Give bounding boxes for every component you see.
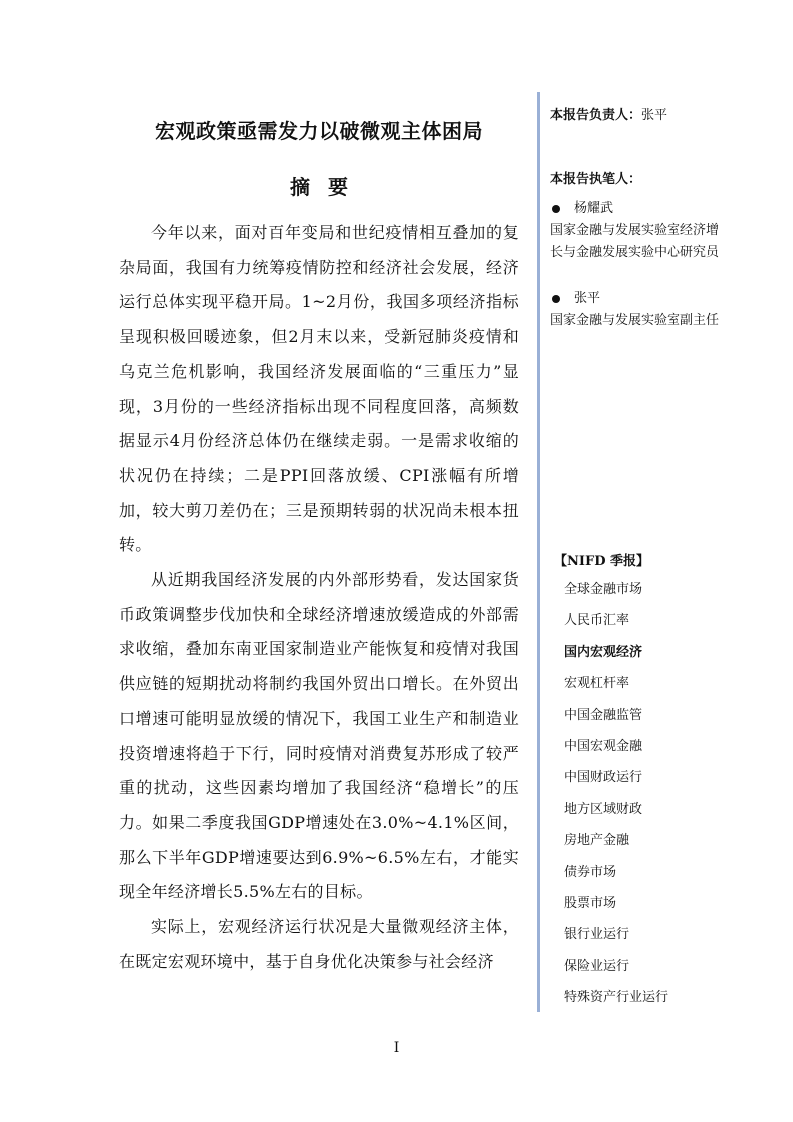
author-affiliation: 国家金融与发展实验室副主任 bbox=[550, 313, 720, 328]
author-affiliation: 国家金融与发展实验室经济增长与金融发展实验中心研究员 bbox=[550, 223, 720, 260]
author-1 bbox=[550, 198, 722, 264]
sidebar bbox=[537, 92, 722, 1012]
report-title: 宏观政策亟需发力以破微观主体困局 bbox=[155, 119, 483, 143]
abstract-body bbox=[119, 216, 519, 979]
series-item[interactable]: 中国金融监管 bbox=[564, 707, 643, 723]
series-item[interactable]: 中国财政运行 bbox=[564, 770, 643, 786]
responsible-row bbox=[550, 104, 722, 123]
author-name: 张平 bbox=[574, 291, 601, 306]
writers-label: 本报告执笔人： bbox=[550, 172, 642, 187]
series-item[interactable]: 保险业运行 bbox=[564, 958, 630, 974]
series-item[interactable]: 股票市场 bbox=[564, 895, 617, 911]
series-item[interactable]: 地方区域财政 bbox=[564, 801, 643, 817]
bullet-icon bbox=[552, 205, 560, 213]
page-number: I bbox=[393, 1040, 400, 1056]
series-item[interactable]: 宏观杠杆率 bbox=[564, 676, 630, 692]
series-item[interactable]: 人民币汇率 bbox=[564, 613, 630, 629]
responsible-label: 本报告负责人： bbox=[550, 108, 642, 123]
author-name: 杨耀武 bbox=[574, 201, 614, 216]
series-item[interactable]: 债券市场 bbox=[564, 864, 617, 880]
series-item[interactable]: 国内宏观经济 bbox=[564, 644, 643, 660]
bullet-icon bbox=[552, 295, 560, 303]
series-item[interactable]: 银行业运行 bbox=[564, 927, 630, 943]
author-2 bbox=[550, 288, 722, 332]
paragraph-2: 从近期我国经济发展的内外部形势看，发达国家货币政策调整步伐加快和全球经济增速放缓造成的外部需求收缩，叠加东南亚国家制造业产能恢复和疫情对我国供应链的短期扰动将制约我国外贸出口增长。在外贸出口增速可能明显放缓的情况下，我国工业生产和制造业投资增速将趋于下行，同时疫情对消费复苏形成了较严重的扰动，这些因素均增加了我国经济“稳增长”的压力。如果二季度我国GDP增速处在3.0%~4.1%区间，那么下半年GDP增速要达到6.9%~6.5%左右，才能实现全年经济增长5.5%左右的目标。 bbox=[119, 570, 519, 902]
series-list bbox=[564, 574, 668, 1013]
series-item[interactable]: 房地产金融 bbox=[564, 833, 630, 849]
series-item[interactable]: 中国宏观金融 bbox=[564, 738, 643, 754]
paragraph-1: 今年以来，面对百年变局和世纪疫情相互叠加的复杂局面，我国有力统筹疫情防控和经济社会发展，经济运行总体实现平稳开局。1~2月份，我国多项经济指标呈现积极回暖迹象，但2月末以来，受新冠肺炎疫情和乌克兰危机影响，我国经济发展面临的“三重压力”显现，3月份的一些经济指标出现不同程度回落，高频数据显示4月份经济总体仍在继续走弱。一是需求收缩的状况仍在持续；二是PPI回落放缓、CPI涨幅有所增加，较大剪刀差仍在；三是预期转弱的状况尚未根本扭转。 bbox=[119, 223, 519, 555]
series-item[interactable]: 全球金融市场 bbox=[564, 582, 643, 597]
paragraph-3: 实际上，宏观经济运行状况是大量微观经济主体，在既定宏观环境中，基于自身优化决策参与社会经济 bbox=[119, 917, 519, 971]
series-heading: 【NIFD 季报】 bbox=[554, 554, 649, 569]
abstract-heading: 摘要 bbox=[290, 175, 366, 199]
responsible-name: 张平 bbox=[641, 108, 668, 123]
series-item[interactable]: 特殊资产行业运行 bbox=[564, 990, 669, 1006]
main-column bbox=[119, 100, 519, 979]
